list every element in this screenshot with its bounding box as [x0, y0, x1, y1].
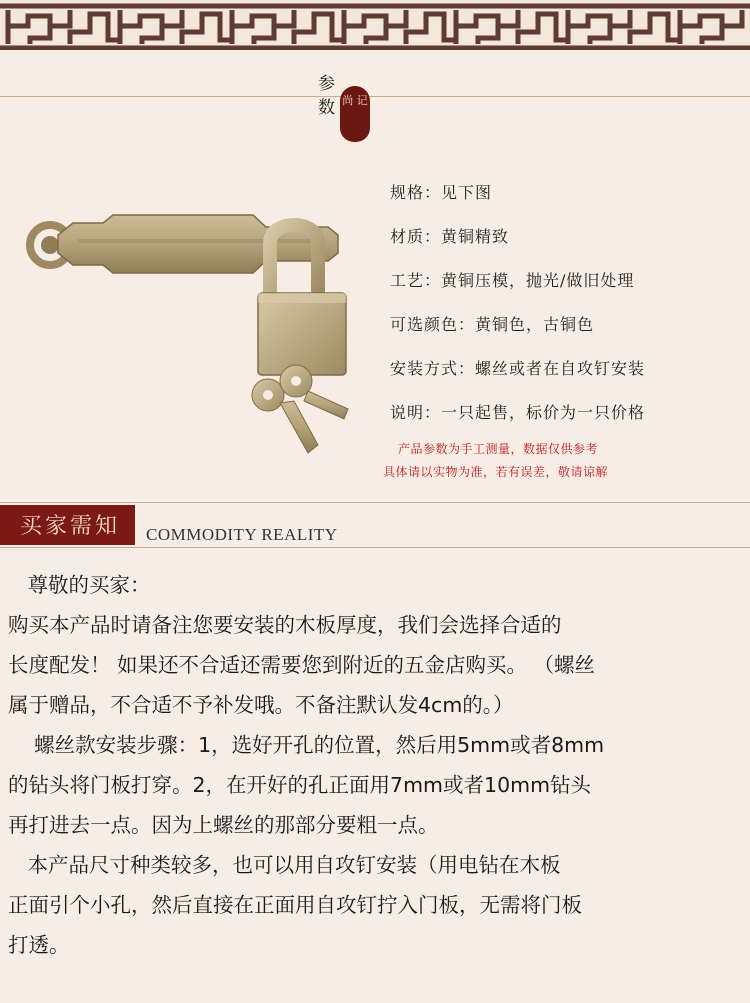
buyer-notice-body: [8, 570, 743, 970]
body-line: 的钻头将门板打穿。2，在开好的孔正面用7mm或者10mm钻头: [8, 773, 592, 797]
spec-value: 黄铜压模，抛光/做旧处理: [441, 271, 635, 290]
body-line: 正面引个小孔，然后直接在正面用自攻钉拧入门板，无需将门板: [8, 893, 582, 917]
section-divider-bottom: [0, 547, 750, 548]
spec-label: 材质: [390, 227, 425, 246]
section-title: [318, 72, 335, 120]
body-line: 长度配发！ 如果还不合适还需要您到附近的五金店购买。 （螺丝: [8, 653, 596, 677]
spec-value: 螺丝或者在自攻钉安装: [475, 359, 646, 378]
brass-hasp-padlock-image: [18, 205, 358, 475]
spec-list: [390, 180, 730, 444]
buyer-notice-title: 买家需知: [20, 514, 121, 539]
spec-row-install: 安装方式：螺丝或者在自攻钉安装: [390, 359, 646, 378]
spec-label: 可选颜色: [390, 315, 459, 334]
lattice-header-ornament: [0, 0, 750, 70]
disclaimer-note: 具体请以实物为准，若有误差，敬请谅解: [383, 465, 609, 479]
spec-value: 黄铜精致: [441, 227, 510, 246]
body-line: 再打进去一点。因为上螺丝的那部分要粗一点。: [8, 813, 439, 837]
buyer-notice-subtitle: COMMODITY REALITY: [146, 525, 338, 544]
spec-label: 安装方式: [390, 359, 459, 378]
body-line: 购买本产品时请备注您要安装的木板厚度，我们会选择合适的: [8, 613, 562, 637]
section-title-char1: 参: [318, 74, 335, 94]
spec-label: 规格: [390, 183, 425, 202]
spec-label: 工艺: [390, 271, 425, 290]
section-title-char2: 数: [318, 98, 335, 118]
header-divider: [0, 96, 750, 97]
spec-row-notes: 说明：一只起售，标价为一只价格: [390, 403, 646, 422]
spec-row-craft: 工艺：黄铜压模，抛光/做旧处理: [390, 271, 635, 290]
body-line: 螺丝款安装步骤：1，选好开孔的位置，然后用5mm或者8mm: [8, 733, 605, 757]
spec-value: 一只起售，标价为一只价格: [441, 403, 646, 422]
spec-value: 黄铜色，古铜色: [475, 315, 595, 334]
spec-label: 说明: [390, 403, 425, 422]
spec-value: 见下图: [441, 183, 493, 202]
spec-row-size: 规格：见下图: [390, 183, 493, 202]
spec-row-material: 材质：黄铜精致: [390, 227, 510, 246]
body-line: 属于赠品，不合适不予补发哦。不备注默认发4cm的。）: [8, 693, 514, 717]
section-divider-top: [0, 502, 750, 503]
seal-stamp: 尚 记: [340, 86, 370, 142]
body-line: 本产品尺寸种类较多，也可以用自攻钉安装（用电钻在木板: [8, 853, 561, 877]
body-line: 尊敬的买家：: [8, 573, 151, 597]
measurement-note: 产品参数为手工测量，数据仅供参考: [398, 442, 599, 456]
body-line: 打透。: [8, 933, 70, 957]
spec-row-colors: 可选颜色：黄铜色，古铜色: [390, 315, 595, 334]
